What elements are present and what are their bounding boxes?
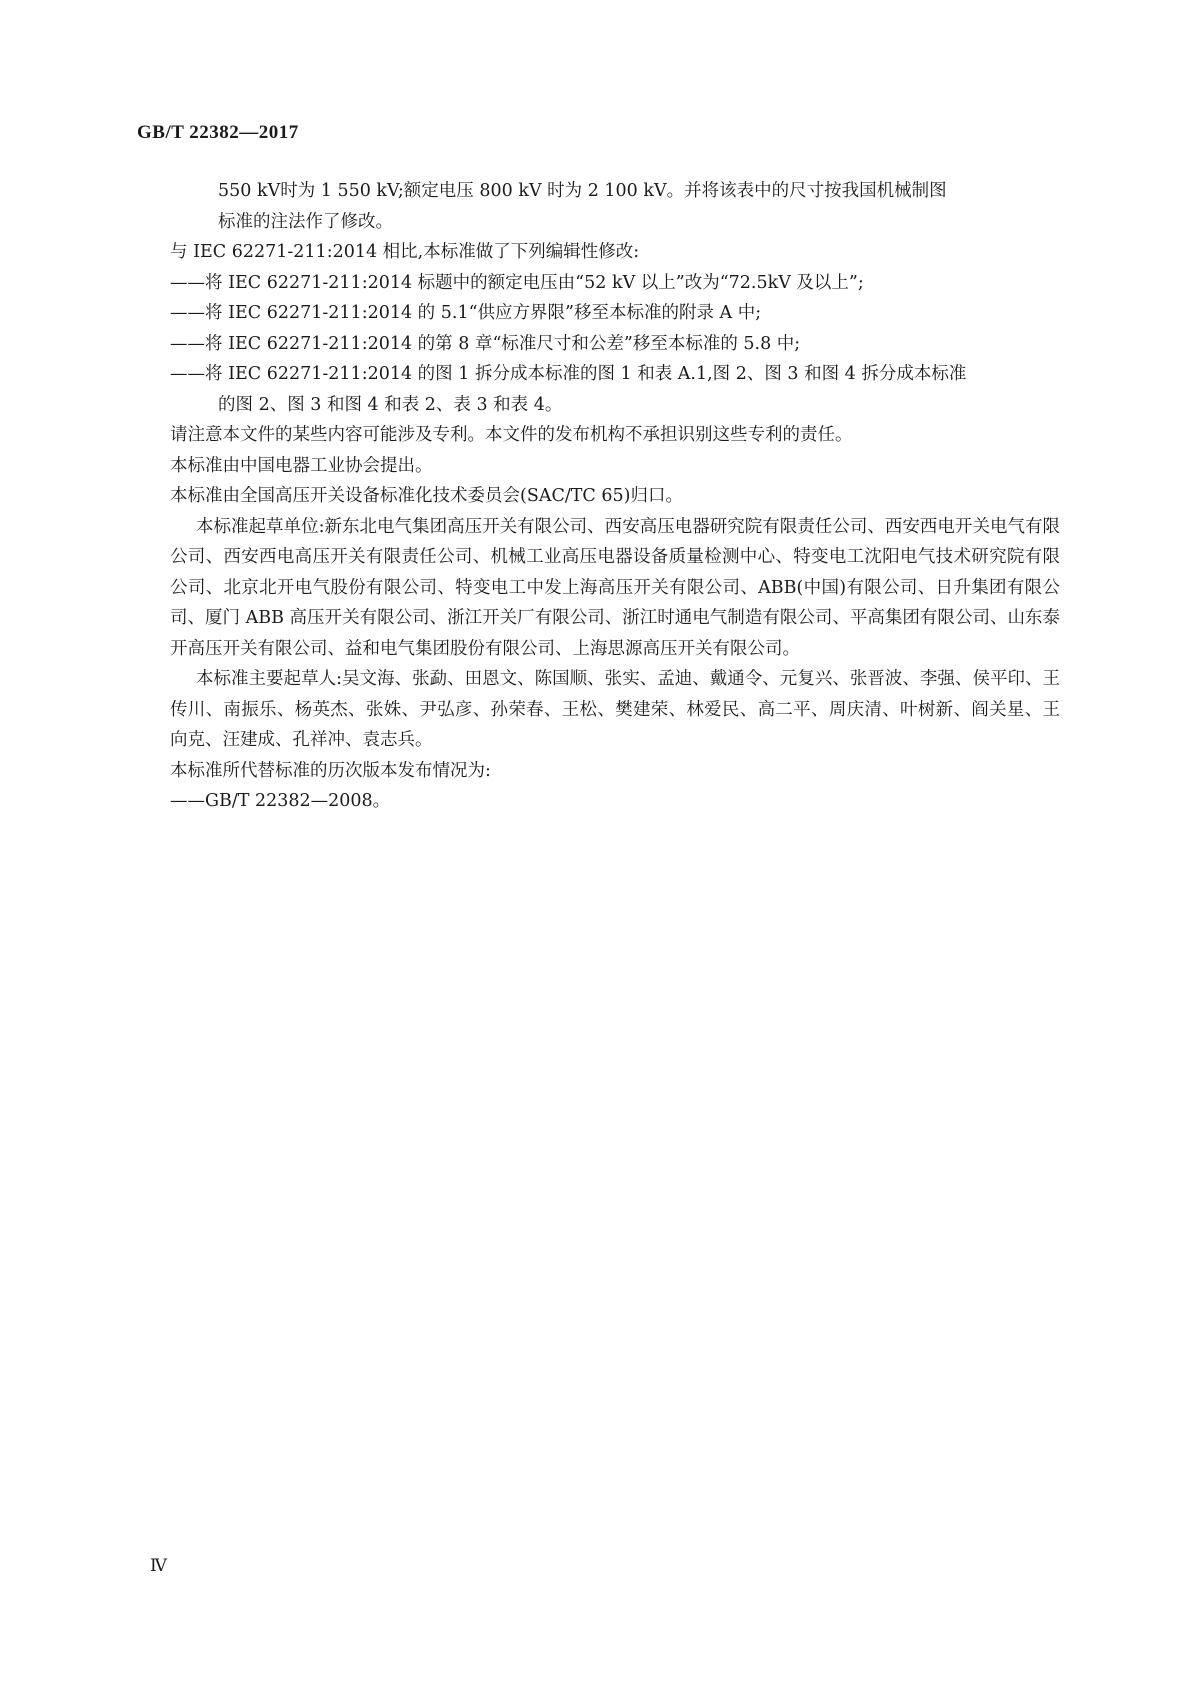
editorial-changes-intro: 与 IEC 62271-211:2014 相比,本标准做了下列编辑性修改: (170, 242, 640, 262)
main-drafters: 本标准主要起草人:吴文海、张勐、田恩文、陈国顺、张实、孟迪、戴通令、元复兴、张晋波、李强、侯平印、王传川、南振乐、杨英杰、张姝、尹弘彦、孙荣春、王松、樊建荣、林爱民、高二平、周庆清、叶树新、阎关星、王向克、汪建成、孔祥冲、袁志兵。 (170, 669, 1060, 750)
paragraph-continuation-line-2: 标准的注法作了修改。 (218, 211, 393, 232)
paragraph-continuation-line-1: 550 kV时为 1 550 kV;额定电压 800 kV 时为 2 100 kV。并将该表中的尺寸按我国机械制图 (218, 181, 947, 201)
drafting-organizations: 本标准起草单位:新东北电气集团高压开关有限公司、西安高压电器研究院有限责任公司、西安西电开关电气有限公司、西安西电高压开关有限责任公司、机械工业高压电器设备质量检测中心、特变电工沈阳电气技术研究院有限公司、北京北开电气股份有限公司、特变电工中发上海高压开关有限公司、ABB(中国)有限公司、日升集团有限公司、厦门 ABB 高压开关有限公司、浙江开关厂有限公司、浙江时通电气制造有限公司、平高集团有限公司、山东泰开高压开关有限公司、益和电气集团股份有限公司、上海思源高压开关有限公司。 (170, 516, 1060, 659)
editorial-change-item-4-continuation: 的图 2、图 3 和图 4 和表 2、表 3 和表 4。 (218, 394, 563, 415)
previous-editions-intro: 本标准所代替标准的历次版本发布情况为: (170, 760, 491, 781)
editorial-change-item-1: ——将 IEC 62271-211:2014 标题中的额定电压由“52 kV 以上”改为“72.5kV 及以上”; (170, 272, 864, 293)
previous-edition-item: ——GB/T 22382—2008。 (170, 791, 391, 811)
centralized-by-statement: 本标准由全国高压开关设备标准化技术委员会(SAC/TC 65)归口。 (170, 486, 683, 506)
standard-number-header: GB/T 22382—2017 (137, 122, 299, 143)
editorial-change-item-4: ——将 IEC 62271-211:2014 的图 1 拆分成本标准的图 1 和表 A.1,图 2、图 3 和图 4 拆分成本标准 (170, 364, 967, 384)
page-number: Ⅳ (150, 1556, 167, 1575)
document-body (170, 176, 1060, 817)
editorial-change-item-2: ——将 IEC 62271-211:2014 的 5.1“供应方界限”移至本标准的附录 A 中; (170, 303, 762, 323)
patent-notice: 请注意本文件的某些内容可能涉及专利。本文件的发布机构不承担识别这些专利的责任。 (170, 425, 853, 445)
proposer-statement: 本标准由中国电器工业协会提出。 (170, 455, 433, 476)
editorial-change-item-3: ——将 IEC 62271-211:2014 的第 8 章“标准尺寸和公差”移至本标准的 5.8 中; (170, 333, 801, 354)
